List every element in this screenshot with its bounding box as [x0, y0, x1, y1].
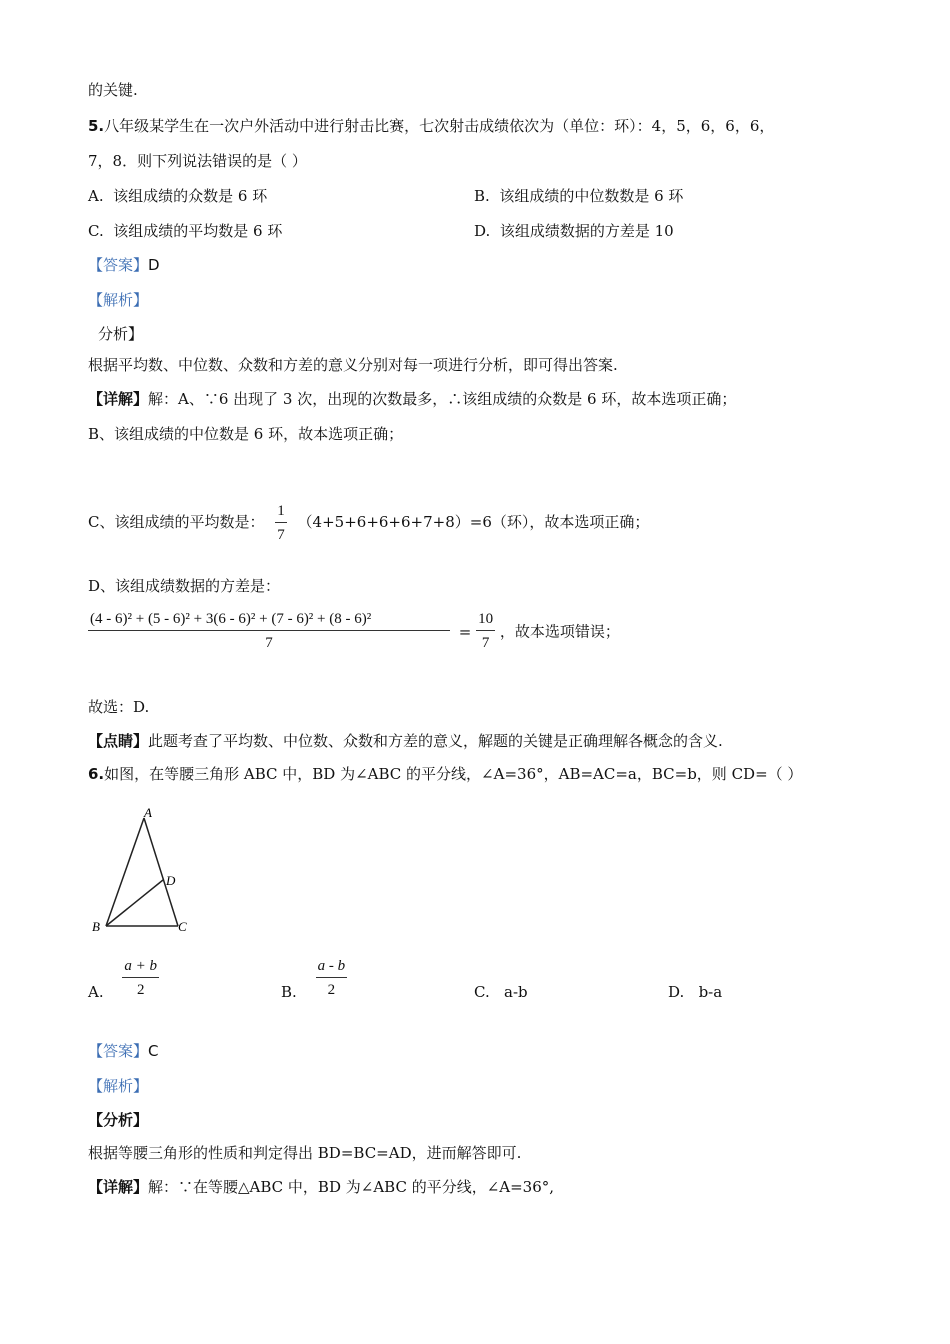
q5-choose: 故选：D.: [88, 698, 150, 716]
q5-option-c: C. 该组成绩的平均数是 6 环: [88, 222, 283, 240]
q6-option-a: A. $\frac{a + b}{2}$: [88, 955, 159, 1002]
label-b: B: [92, 919, 100, 934]
variance-result-fraction: $\frac{10}{7}$: [476, 608, 495, 655]
answer-value: D: [148, 256, 160, 274]
q6-option-b: B. $\frac{a - b}{2}$: [281, 955, 347, 1002]
answer-tag: 【答案】: [88, 256, 149, 274]
q6-fenxi-text: 根据等腰三角形的性质和判定得出 BD=BC=AD，进而解答即可.: [88, 1144, 522, 1162]
answer-value: C: [148, 1042, 159, 1060]
variance-fraction: $\frac{\text{(4 - 6)² + (5 - 6)² + 3(6 - 6)² + (7 - 6)² + (8 - 6)²}}{7}$: [88, 608, 450, 655]
question-6-number: 6.: [88, 765, 105, 783]
q6-answer: [88, 1041, 159, 1061]
q5-option-b: B. 该组成绩的中位数数是 6 环: [474, 187, 684, 205]
q5-detail-b: B、该组成绩的中位数是 6 环，故本选项正确；: [88, 425, 404, 443]
variance-formula: $\frac{\text{(4 - 6)² + (5 - 6)² + 3(6 - 6)² + (7 - 6)² + (8 - 6)²}}{7}$ = $\frac{10}{7}$ ，故本选项错误；: [88, 608, 620, 655]
question-5-stem-line1: 八年级某学生在一次户外活动中进行射击比赛，七次射击成绩依次为（单位：环）：4，5，6，6，6，: [104, 117, 775, 135]
comment-tag: 【点睛】: [88, 732, 149, 750]
one-seventh-fraction: $\frac{1}{7}$: [275, 500, 287, 547]
label-c: C: [178, 919, 187, 934]
q5-detail-c: C、该组成绩的平均数是： $\frac{1}{7}$ （4+5+6+6+6+7+8）=6（环），故本选项正确；: [88, 498, 649, 547]
q5-comment: 【点睛】此题考查了平均数、中位数、众数和方差的意义，解题的关键是正确理解各概念的含义.: [88, 732, 723, 750]
q6-analysis-tag: 【解析】: [88, 1077, 149, 1095]
q6-detail: 【详解】解：∵在等腰△ABC 中，BD 为∠ABC 的平分线，∠A=36°,: [88, 1178, 555, 1196]
q5-fenxi-text: 根据平均数、中位数、众数和方差的意义分别对每一项进行分析，即可得出答案.: [88, 356, 618, 374]
answer-tag: 【答案】: [88, 1042, 149, 1060]
q5-analysis-tag: 【解析】: [88, 291, 149, 309]
q5-fenxi-tag: 分析】: [98, 325, 144, 343]
q5-detail-d: D、该组成绩数据的方差是：: [88, 577, 281, 595]
question-5-stem-line2: 7，8．则下列说法错误的是（ ）: [88, 152, 307, 170]
q6-fenxi-tag: 【分析】: [88, 1111, 149, 1129]
q5-answer: [88, 255, 160, 275]
label-d: D: [166, 873, 176, 888]
option-b-fraction: $\frac{a - b}{2}$: [316, 955, 348, 1002]
label-a: A: [144, 805, 152, 820]
continued-text: 的关键.: [88, 81, 138, 99]
q5-detail-a: 【详解】解：A、∵6 出现了 3 次，出现的次数最多，∴该组成绩的众数是 6 环，故本选项正确；: [88, 390, 737, 408]
q6-option-d: D. b-a: [668, 983, 723, 1001]
option-a-fraction: $\frac{a + b}{2}$: [122, 955, 159, 1002]
detail-tag: 【详解】: [88, 390, 149, 408]
side-ac: [144, 818, 178, 926]
q5-option-a: A. 该组成绩的众数是 6 环: [88, 187, 268, 205]
q6-option-c: C. a-b: [474, 983, 528, 1001]
detail-tag: 【详解】: [88, 1178, 149, 1196]
triangle-figure: [86, 800, 196, 940]
question-5-stem: [88, 116, 774, 136]
question-6-stem: 6.如图，在等腰三角形 ABC 中，BD 为∠ABC 的平分线，∠A=36°，AB=AC=a，BC=b，则 CD=（ ）: [88, 765, 803, 783]
question-5-number: 5.: [88, 117, 105, 135]
q5-option-d: D. 该组成绩数据的方差是 10: [474, 222, 674, 240]
